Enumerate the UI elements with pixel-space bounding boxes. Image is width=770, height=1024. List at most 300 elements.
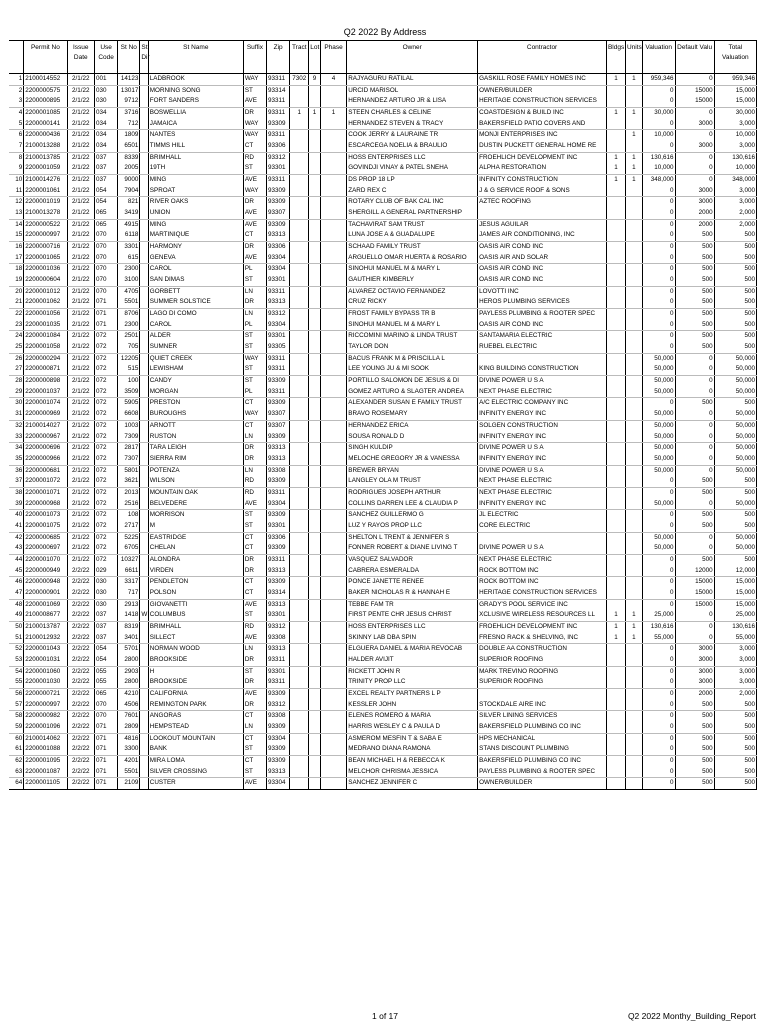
- cell-st-name: MIRA LOMA: [148, 755, 243, 766]
- cell-default-valu: 0: [675, 454, 714, 465]
- cell-st-no: 8706: [118, 309, 140, 320]
- table-row: [9, 186, 757, 197]
- cell-valuation: 50,000: [642, 543, 675, 554]
- cell-use-code: 071: [94, 755, 117, 766]
- cell-phase: [320, 119, 346, 130]
- cell-bldgs: [606, 297, 625, 308]
- cell-st-dir: [140, 186, 148, 197]
- table-row: [9, 297, 757, 308]
- cell-owner: SINOHUI MANUEL M & MARY L: [347, 320, 478, 331]
- cell-valuation: 0: [642, 141, 675, 152]
- cell-zip: 93309: [267, 476, 290, 487]
- cell-contractor: SILVER LINING SERVICES: [478, 711, 607, 722]
- cell-row-index: 7: [9, 141, 24, 152]
- cell-zip: 93309: [267, 186, 290, 197]
- cell-permit-no: 2200001012: [24, 286, 67, 297]
- cell-phase: [320, 465, 346, 476]
- cell-st-no: 14123: [118, 74, 140, 86]
- cell-units: [625, 208, 642, 219]
- cell-row-index: 64: [9, 778, 24, 790]
- cell-total-valuation: 3,000: [714, 141, 756, 152]
- cell-phase: [320, 722, 346, 733]
- cell-issue-date: 2/1/22: [67, 376, 94, 387]
- cell-st-dir: [140, 755, 148, 766]
- cell-owner: TEBBE FAM TR: [347, 599, 478, 610]
- cell-permit-no: 2200001096: [24, 722, 67, 733]
- cell-st-dir: [140, 521, 148, 532]
- cell-owner: SCHAAD FAMILY TRUST: [347, 242, 478, 253]
- cell-st-dir: [140, 141, 148, 152]
- cell-total-valuation: 500: [714, 275, 756, 286]
- cell-row-index: 63: [9, 767, 24, 778]
- cell-contractor: COASTDESIGN & BUILD INC: [478, 108, 607, 119]
- cell-owner: HARRIS WESLEY C & PAULA D: [347, 722, 478, 733]
- cell-tract: [290, 85, 309, 96]
- cell-default-valu: 0: [675, 499, 714, 510]
- cell-valuation: 55,000: [642, 633, 675, 644]
- cell-phase: [320, 554, 346, 565]
- cell-st-no: 2005: [118, 163, 140, 174]
- cell-owner: ZARD REX C: [347, 186, 478, 197]
- cell-total-valuation: 500: [714, 767, 756, 778]
- cell-row-index: 44: [15, 555, 23, 563]
- cell-suffix: RD: [243, 621, 266, 632]
- cell-lot: [309, 588, 321, 599]
- cell-st-dir: [140, 74, 148, 86]
- cell-use-code: 034: [94, 130, 117, 141]
- cell-owner: URCID MARISOL: [347, 85, 478, 96]
- cell-valuation: 0: [642, 309, 675, 320]
- cell-tract: [290, 588, 309, 599]
- cell-zip: 93313: [267, 767, 290, 778]
- cell-use-code: 030: [94, 599, 117, 610]
- table-row: [9, 119, 757, 130]
- cell-zip: 93309: [267, 543, 290, 554]
- cell-st-no: 3100: [118, 275, 140, 286]
- cell-permit-no: 2100012932: [24, 633, 67, 644]
- cell-st-no: 615: [118, 253, 140, 264]
- cell-valuation: 0: [642, 588, 675, 599]
- cell-st-no: 717: [118, 588, 140, 599]
- table-row: [9, 443, 757, 454]
- cell-phase: [320, 688, 346, 699]
- table-row: [9, 96, 757, 107]
- cell-st-no: 2817: [118, 443, 140, 454]
- cell-valuation: 0: [642, 778, 675, 790]
- cell-owner: EXCEL REALTY PARTNERS L P: [347, 688, 478, 699]
- cell-lot: [309, 543, 321, 554]
- table-row: [9, 700, 757, 711]
- cell-lot: 1: [309, 108, 321, 119]
- cell-st-dir: [140, 420, 148, 431]
- cell-units: [625, 499, 642, 510]
- cell-permit-no: 2200000696: [24, 443, 67, 454]
- cell-bldgs: 1: [606, 633, 625, 644]
- cell-tract: [290, 253, 309, 264]
- cell-st-dir: [140, 230, 148, 241]
- cell-lot: [309, 677, 321, 688]
- cell-contractor: RUEBEL ELECTRIC: [478, 342, 607, 353]
- cell-use-code: 030: [94, 588, 117, 599]
- cell-use-code: 065: [94, 208, 117, 219]
- cell-use-code: 055: [94, 677, 117, 688]
- cell-contractor: INFINITY ENERGY INC: [478, 409, 607, 420]
- cell-tract: [290, 309, 309, 320]
- cell-st-no: 4210: [118, 688, 140, 699]
- cell-st-name: SUMMER SOLSTICE: [148, 297, 243, 308]
- table-row: [9, 208, 757, 219]
- cell-tract: [290, 186, 309, 197]
- cell-row-index: 48: [15, 600, 23, 608]
- cell-suffix: DR: [243, 566, 266, 577]
- cell-tract: [290, 532, 309, 543]
- table-row: [9, 175, 757, 186]
- cell-bldgs: [606, 543, 625, 554]
- cell-owner: HERNANDEZ STEVEN & TRACY: [347, 119, 478, 130]
- cell-owner: HALDER AVIJIT: [347, 655, 478, 666]
- cell-permit-no: 2200000969: [24, 409, 67, 420]
- cell-lot: [309, 510, 321, 521]
- cell-bldgs: [606, 219, 625, 230]
- cell-tract: [290, 476, 309, 487]
- cell-bldgs: [606, 443, 625, 454]
- cell-units: 1: [625, 610, 642, 621]
- cell-permit-no: 2200001031: [24, 655, 67, 666]
- cell-contractor: DIVINE POWER U S A: [478, 376, 607, 387]
- cell-owner: FROST FAMILY BYPASS TR B: [347, 309, 478, 320]
- cell-use-code: 065: [94, 688, 117, 699]
- cell-owner: ALVAREZ OCTAVIO FERNANDEZ: [347, 286, 478, 297]
- cell-units: 1: [625, 175, 642, 186]
- cell-lot: [309, 733, 321, 744]
- cell-owner: BAKER NICHOLAS R & HANNAH E: [347, 588, 478, 599]
- cell-default-valu: 3000: [675, 197, 714, 208]
- cell-issue-date: 2/1/22: [67, 443, 94, 454]
- cell-st-name: ANGORAS: [148, 711, 243, 722]
- cell-contractor: OASIS AIR AND SOLAR: [478, 253, 607, 264]
- cell-units: [625, 599, 642, 610]
- cell-row-index: 21: [9, 297, 24, 308]
- cell-issue-date: 2/1/22: [67, 409, 94, 420]
- cell-row-index: 42: [15, 533, 23, 541]
- cell-total-valuation: 500: [714, 342, 756, 353]
- cell-tract: [290, 175, 309, 186]
- cell-st-name: TIMMS HILL: [148, 141, 243, 152]
- cell-zip: 93312: [267, 309, 290, 320]
- cell-valuation: 0: [642, 744, 675, 755]
- cell-default-valu: 500: [675, 320, 714, 331]
- cell-owner: BREWER BRYAN: [347, 465, 478, 476]
- cell-permit-no: 2100014552: [24, 74, 67, 86]
- cell-st-dir: [140, 644, 148, 655]
- cell-st-name: M: [148, 521, 243, 532]
- cell-st-no: 2300: [118, 320, 140, 331]
- cell-suffix: ST: [243, 767, 266, 778]
- cell-total-valuation: 2,000: [714, 688, 756, 699]
- cell-total-valuation: 3,000: [714, 119, 756, 130]
- cell-bldgs: 1: [606, 175, 625, 186]
- cell-total-valuation: 500: [714, 253, 756, 264]
- cell-default-valu: 0: [675, 387, 714, 398]
- cell-suffix: AVE: [243, 96, 266, 107]
- cell-lot: [309, 532, 321, 543]
- cell-st-name: LADBROOK: [148, 74, 243, 86]
- cell-row-index: 56: [15, 689, 23, 697]
- cell-zip: 93311: [267, 286, 290, 297]
- cell-total-valuation: 15,000: [714, 599, 756, 610]
- cell-phase: [320, 577, 346, 588]
- cell-issue-date: 2/2/22: [67, 588, 94, 599]
- cell-bldgs: [606, 778, 625, 790]
- cell-permit-no: 2200000982: [24, 711, 67, 722]
- cell-bldgs: [606, 454, 625, 465]
- cell-valuation: 0: [642, 342, 675, 353]
- cell-units: [625, 487, 642, 498]
- cell-phase: [320, 320, 346, 331]
- cell-st-no: 515: [118, 364, 140, 375]
- cell-owner: SANCHEZ JENNIFER C: [347, 778, 478, 790]
- cell-permit-no: 2200001059: [24, 163, 67, 174]
- cell-st-name: CHELAN: [148, 543, 243, 554]
- cell-st-name: SPROAT: [148, 186, 243, 197]
- cell-row-index: 33: [9, 432, 24, 443]
- cell-zip: 93309: [267, 119, 290, 130]
- cell-row-index: 50: [15, 622, 23, 630]
- cell-zip: 93313: [267, 443, 290, 454]
- cell-permit-no: 2200001105: [24, 778, 67, 790]
- cell-units: [625, 644, 642, 655]
- cell-valuation: 50,000: [642, 353, 675, 364]
- cell-phase: [320, 208, 346, 219]
- cell-use-code: 072: [94, 454, 117, 465]
- cell-phase: [320, 163, 346, 174]
- cell-lot: [309, 130, 321, 141]
- cell-use-code: 071: [94, 733, 117, 744]
- cell-zip: 93301: [267, 331, 290, 342]
- cell-contractor: OWNER/BUILDER: [478, 85, 607, 96]
- cell-zip: 93301: [267, 275, 290, 286]
- cell-use-code: 071: [94, 778, 117, 790]
- cell-issue-date: 2/1/22: [67, 197, 94, 208]
- cell-permit-no: 2100014276: [24, 175, 67, 186]
- cell-st-dir: [140, 599, 148, 610]
- table-row: [9, 253, 757, 264]
- cell-valuation: 0: [642, 96, 675, 107]
- cell-use-code: 071: [94, 722, 117, 733]
- cell-row-index: 22: [15, 310, 23, 318]
- cell-bldgs: [606, 499, 625, 510]
- cell-owner: LUZ Y RAYOS PROP LLC: [347, 521, 478, 532]
- cell-suffix: DR: [243, 197, 266, 208]
- table-row: [9, 387, 757, 398]
- cell-permit-no: 2200000522: [24, 219, 67, 230]
- cell-zip: 93304: [267, 253, 290, 264]
- cell-lot: [309, 387, 321, 398]
- cell-suffix: ST: [243, 85, 266, 96]
- cell-permit-no: 2200001019: [24, 197, 67, 208]
- cell-st-no: 100: [118, 376, 140, 387]
- cell-use-code: 072: [94, 443, 117, 454]
- table-row: [9, 655, 757, 666]
- cell-units: [625, 767, 642, 778]
- cell-default-valu: 500: [675, 711, 714, 722]
- cell-suffix: CT: [243, 577, 266, 588]
- cell-st-dir: [140, 778, 148, 790]
- cell-issue-date: 2/2/22: [67, 688, 94, 699]
- cell-phase: [320, 353, 346, 364]
- cell-lot: [309, 722, 321, 733]
- table-row: [9, 577, 757, 588]
- cell-lot: [309, 554, 321, 565]
- cell-phase: [320, 331, 346, 342]
- cell-units: [625, 755, 642, 766]
- cell-lot: [309, 331, 321, 342]
- cell-zip: 93313: [267, 454, 290, 465]
- cell-suffix: LN: [243, 286, 266, 297]
- cell-permit-no: 2200000721: [24, 688, 67, 699]
- table-row: [9, 286, 757, 297]
- table-row: [9, 621, 757, 632]
- cell-tract: [290, 353, 309, 364]
- cell-contractor: INFINITY CONSTRUCTION: [478, 175, 607, 186]
- cell-suffix: DR: [243, 677, 266, 688]
- cell-total-valuation: 3,000: [714, 197, 756, 208]
- cell-zip: 93304: [267, 778, 290, 790]
- header-st-name: St Name: [148, 41, 243, 74]
- cell-default-valu: 12000: [675, 566, 714, 577]
- cell-default-valu: 500: [675, 778, 714, 790]
- cell-total-valuation: 500: [714, 510, 756, 521]
- cell-total-valuation: 50,000: [714, 454, 756, 465]
- cell-st-dir: [140, 297, 148, 308]
- cell-issue-date: 2/1/22: [67, 521, 94, 532]
- cell-contractor: PAYLESS PLUMBING & ROOTER SPEC: [478, 767, 607, 778]
- cell-suffix: DR: [243, 242, 266, 253]
- cell-default-valu: 0: [675, 130, 714, 141]
- cell-permit-no: 2200000294: [24, 353, 67, 364]
- cell-tract: [290, 230, 309, 241]
- cell-issue-date: 2/1/22: [67, 487, 94, 498]
- cell-phase: [320, 230, 346, 241]
- cell-lot: [309, 443, 321, 454]
- cell-tract: [290, 610, 309, 621]
- table-row: [9, 733, 757, 744]
- cell-st-name: LAGO DI COMO: [148, 309, 243, 320]
- header-owner: Owner: [347, 41, 478, 74]
- table-row: [9, 320, 757, 331]
- table-row: [9, 677, 757, 688]
- cell-default-valu: 500: [675, 733, 714, 744]
- cell-lot: [309, 409, 321, 420]
- cell-default-valu: 500: [675, 510, 714, 521]
- cell-tract: [290, 688, 309, 699]
- cell-use-code: 034: [94, 119, 117, 130]
- cell-suffix: PL: [243, 320, 266, 331]
- cell-default-valu: 3000: [675, 666, 714, 677]
- cell-contractor: SUPERIOR ROOFING: [478, 677, 607, 688]
- cell-total-valuation: 959,346: [714, 74, 756, 86]
- cell-total-valuation: 25,000: [714, 610, 756, 621]
- cell-st-dir: [140, 242, 148, 253]
- cell-use-code: 054: [94, 644, 117, 655]
- cell-row-index: 32: [15, 421, 23, 429]
- cell-permit-no: 2200000967: [24, 432, 67, 443]
- cell-issue-date: 2/2/22: [67, 711, 94, 722]
- cell-lot: [309, 633, 321, 644]
- cell-tract: [290, 543, 309, 554]
- cell-phase: [320, 342, 346, 353]
- cell-use-code: 037: [94, 621, 117, 632]
- cell-issue-date: 2/1/22: [67, 465, 94, 476]
- cell-lot: [309, 454, 321, 465]
- cell-bldgs: 1: [606, 74, 625, 86]
- cell-total-valuation: 500: [714, 521, 756, 532]
- cell-st-dir: [140, 208, 148, 219]
- cell-st-name: SAN DIMAS: [148, 275, 243, 286]
- cell-total-valuation: 10,000: [714, 163, 756, 174]
- cell-suffix: DR: [243, 297, 266, 308]
- cell-use-code: 072: [94, 432, 117, 443]
- table-row: [9, 688, 757, 699]
- cell-units: [625, 297, 642, 308]
- cell-owner: SHERGILL A GENERAL PARTNERSHIP: [347, 208, 478, 219]
- cell-bldgs: [606, 320, 625, 331]
- cell-bldgs: [606, 744, 625, 755]
- cell-suffix: AVE: [243, 208, 266, 219]
- table-row: [9, 554, 757, 565]
- cell-row-index: 37: [9, 476, 24, 487]
- cell-total-valuation: 50,000: [714, 353, 756, 364]
- cell-contractor: NEXT PHASE ELECTRIC: [478, 476, 607, 487]
- cell-st-no: 2516: [118, 499, 140, 510]
- cell-tract: [290, 342, 309, 353]
- cell-row-index: 54: [15, 667, 23, 675]
- cell-owner: ALEXANDER SUSAN E FAMILY TRUST: [347, 398, 478, 409]
- cell-suffix: WAY: [243, 74, 266, 86]
- cell-bldgs: [606, 666, 625, 677]
- cell-permit-no: 2200001043: [24, 644, 67, 655]
- cell-use-code: 072: [94, 543, 117, 554]
- cell-row-index: 28: [15, 377, 23, 385]
- cell-contractor: INFINITY ENERGY INC: [478, 499, 607, 510]
- cell-use-code: 072: [94, 353, 117, 364]
- cell-bldgs: 1: [606, 152, 625, 163]
- cell-total-valuation: 500: [714, 733, 756, 744]
- cell-phase: [320, 644, 346, 655]
- table-row: [9, 487, 757, 498]
- cell-issue-date: 2/2/22: [67, 677, 94, 688]
- cell-valuation: 50,000: [642, 376, 675, 387]
- cell-lot: [309, 621, 321, 632]
- cell-st-name: RUSTON: [148, 432, 243, 443]
- table-row: [9, 465, 757, 476]
- cell-contractor: JL ELECTRIC: [478, 510, 607, 521]
- cell-units: [625, 253, 642, 264]
- cell-use-code: 071: [94, 309, 117, 320]
- cell-zip: 93314: [267, 588, 290, 599]
- cell-use-code: 072: [94, 554, 117, 565]
- cell-contractor: AZTEC ROOFING: [478, 197, 607, 208]
- table-row: [9, 152, 757, 163]
- cell-default-valu: 0: [675, 543, 714, 554]
- cell-units: 1: [625, 163, 642, 174]
- cell-owner: ELENES ROMERO & MARIA: [347, 711, 478, 722]
- cell-st-dir: [140, 320, 148, 331]
- cell-units: [625, 387, 642, 398]
- cell-units: [625, 331, 642, 342]
- cell-row-index: 11: [9, 186, 24, 197]
- cell-st-no: 1003: [118, 420, 140, 431]
